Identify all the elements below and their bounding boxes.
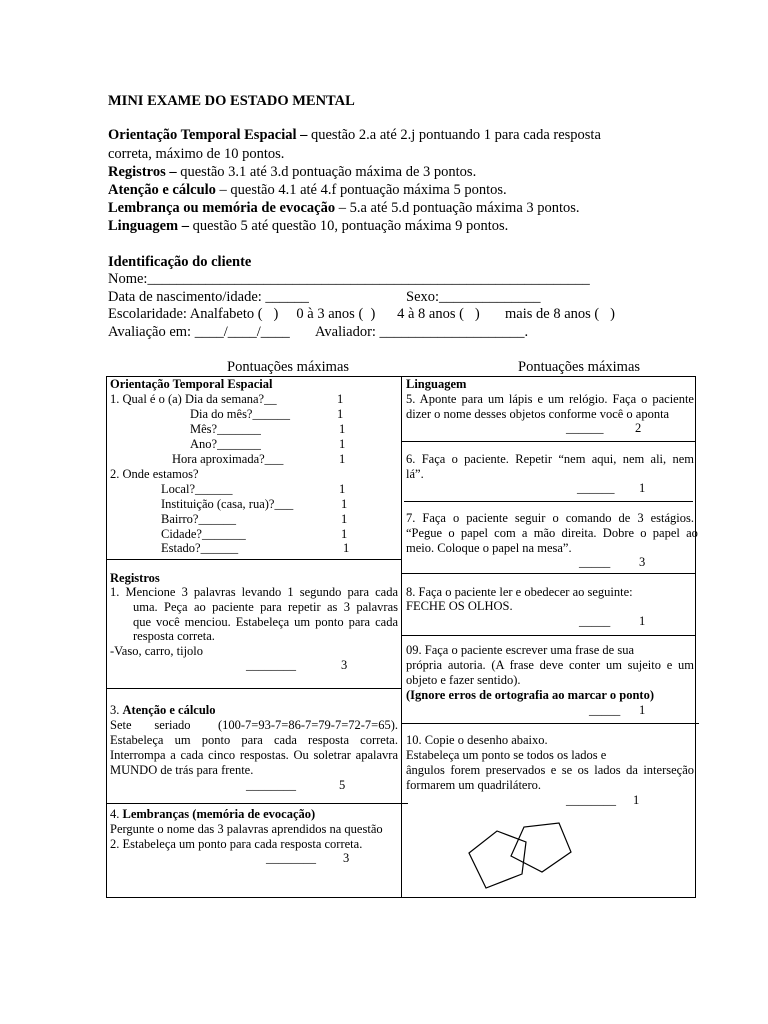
- lembrancas-score: 3: [343, 851, 350, 865]
- atencao-answer-blank[interactable]: ________: [246, 778, 296, 792]
- registros-text: resposta correta.: [133, 629, 215, 643]
- q7-text: 7. Faça o paciente seguir o comando de 3 estágios.: [406, 511, 694, 525]
- sex-field[interactable]: Sexo:______________: [406, 289, 541, 305]
- orientation-item: Cidade?_______: [161, 527, 246, 541]
- orientation-q1: 1. Qual é o (a) Dia da semana?__: [110, 392, 277, 406]
- q9-text: própria autoria. (A frase deve conter um sujeito e um: [406, 658, 694, 672]
- q10-text: ângulos forem preservados e se os lados da interseção: [406, 763, 694, 777]
- q7-score: 3: [639, 555, 646, 569]
- q5-text: 5. Aponte para um lápis e um relógio. Faça o paciente: [406, 392, 694, 406]
- atencao-score: 5: [339, 778, 346, 792]
- orientation-item-score: 1: [337, 407, 344, 421]
- q5-text: dizer o nome desses objetos conforme você o aponta: [406, 407, 670, 421]
- q7-text: “Pegue o papel com a mão direita. Dobre o papel ao: [406, 526, 698, 540]
- divider: [404, 501, 693, 502]
- orientation-item-score: 1: [341, 527, 348, 541]
- birth-field[interactable]: Data de nascimento/idade: ______: [108, 289, 309, 305]
- q9-answer-blank[interactable]: _____: [589, 703, 621, 717]
- instruction-lembranca: Lembrança ou memória de evocação – 5.a até 5.d pontuação máxima 3 pontos.: [108, 200, 580, 216]
- q7-answer-blank[interactable]: _____: [579, 555, 611, 569]
- q7-text: meio. Coloque o papel na mesa”.: [406, 541, 572, 555]
- orientation-item: Ano?_______: [190, 437, 261, 451]
- page-title: MINI EXAME DO ESTADO MENTAL: [108, 93, 355, 109]
- q5-answer-blank[interactable]: ______: [566, 421, 604, 435]
- evaluation-date-field[interactable]: Avaliação em: ____/____/____: [108, 324, 290, 340]
- orientation-item: Bairro?______: [161, 512, 236, 526]
- evaluator-field[interactable]: Avaliador: ____________________.: [315, 324, 529, 340]
- q9-text: objeto e fazer sentido).: [406, 673, 521, 687]
- q6-text: 6. Faça o paciente. Repetir “nem aqui, nem ali, nem: [406, 452, 694, 466]
- client-heading: Identificação do cliente: [108, 254, 252, 270]
- q10-answer-blank[interactable]: ________: [566, 793, 616, 807]
- orientation-item: Hora aproximada?___: [172, 452, 284, 466]
- orientation-heading: Orientação Temporal Espacial: [110, 377, 273, 391]
- instruction-registros: Registros – questão 3.1 até 3.d pontuação máxima de 3 pontos.: [108, 164, 477, 180]
- orientation-item-score: 1: [339, 437, 346, 451]
- instruction-atencao: Atenção e cálculo – questão 4.1 até 4.f pontuação máxima 5 pontos.: [108, 182, 507, 198]
- name-field[interactable]: Nome:_____________________________________________________________: [108, 271, 590, 287]
- linguagem-heading: Linguagem: [406, 377, 467, 391]
- orientation-item-score: 1: [341, 512, 348, 526]
- atencao-text: Estabeleça um ponto para cada resposta correta.: [110, 733, 398, 747]
- q8-score: 1: [639, 614, 646, 628]
- q10-text: Estabeleça um ponto se todos os lados e: [406, 748, 607, 762]
- registros-score: 3: [341, 658, 348, 672]
- q8-text: FECHE OS OLHOS.: [406, 599, 513, 613]
- q5-score: 2: [635, 421, 642, 435]
- q9-note: (Ignore erros de ortografia ao marcar o ponto): [406, 688, 654, 702]
- divider: [401, 441, 696, 442]
- registros-text: 1. Mencione 3 palavras levando 1 segundo para cada: [110, 585, 398, 599]
- orientation-item: Dia do mês?______: [190, 407, 290, 421]
- lembrancas-answer-blank[interactable]: ________: [266, 851, 316, 865]
- atencao-heading: 3. Atenção e cálculo: [110, 703, 216, 717]
- column-divider: [401, 376, 402, 898]
- orientation-item-score: 1: [341, 497, 348, 511]
- q6-text: lá”.: [406, 467, 424, 481]
- divider: [401, 573, 696, 574]
- registros-text: uma. Peça ao paciente para repetir as 3 palavras: [133, 600, 398, 614]
- q10-text: 10. Copie o desenho abaixo.: [406, 733, 548, 747]
- divider: [106, 803, 408, 804]
- orientation-q2: 2. Onde estamos?: [110, 467, 199, 481]
- registros-heading: Registros: [110, 571, 160, 585]
- atencao-text: Sete seriado (100-7=93-7=86-7=79-7=72-7=65).: [110, 718, 398, 732]
- schooling-field[interactable]: Escolaridade: Analfabeto ( ) 0 à 3 anos ( ) 4 à 8 anos ( ) mais de 8 anos ( ): [108, 306, 615, 322]
- q10-score: 1: [633, 793, 640, 807]
- left-column-header: Pontuações máximas: [227, 359, 350, 375]
- q6-score: 1: [639, 481, 646, 495]
- registros-answer-blank[interactable]: ________: [246, 658, 296, 672]
- divider: [401, 723, 699, 724]
- q9-score: 1: [639, 703, 646, 717]
- q8-answer-blank[interactable]: _____: [579, 614, 611, 628]
- q6-answer-blank[interactable]: ______: [577, 481, 615, 495]
- q10-text: formarem um quadrilátero.: [406, 778, 542, 792]
- orientation-item: Mês?_______: [190, 422, 261, 436]
- instruction-linguagem: Linguagem – questão 5 até questão 10, pontuação máxima 9 pontos.: [108, 218, 509, 234]
- orientation-item: Estado?______: [161, 541, 239, 555]
- orientation-item-score: 1: [339, 482, 346, 496]
- lembrancas-text: 2. Estabeleça um ponto para cada resposta correta.: [110, 837, 363, 851]
- divider: [401, 635, 696, 636]
- divider: [106, 559, 401, 560]
- atencao-text: MUNDO de trás para frente.: [110, 763, 254, 777]
- lembrancas-text: Pergunte o nome das 3 palavras aprendidos na questão: [110, 822, 383, 836]
- lembrancas-heading: 4. Lembranças (memória de evocação): [110, 807, 316, 821]
- orientation-item-score: 1: [343, 541, 350, 555]
- divider: [106, 688, 401, 689]
- orientation-q1-score: 1: [337, 392, 344, 406]
- intersecting-pentagons-icon: [466, 818, 576, 893]
- right-column-header: Pontuações máximas: [518, 359, 641, 375]
- registros-text: que você menciou. Estabeleça um ponto para cada: [133, 615, 398, 629]
- instruction-orientation: Orientação Temporal Espacial – questão 2.a até 2.j pontuando 1 para cada resposta: [108, 127, 601, 143]
- orientation-item: Local?______: [161, 482, 233, 496]
- registros-words: -Vaso, carro, tijolo: [110, 644, 204, 658]
- orientation-item-score: 1: [339, 452, 346, 466]
- orientation-item-score: 1: [339, 422, 346, 436]
- atencao-text: Interrompa a cada cinco respostas. Ou soletrar apalavra: [110, 748, 398, 762]
- q9-text: 09. Faça o paciente escrever uma frase de sua: [406, 643, 635, 657]
- orientation-item: Instituição (casa, rua)?___: [161, 497, 294, 511]
- q8-text: 8. Faça o paciente ler e obedecer ao seguinte:: [406, 585, 633, 599]
- instruction-orientation-cont: correta, máximo de 10 pontos.: [108, 146, 285, 162]
